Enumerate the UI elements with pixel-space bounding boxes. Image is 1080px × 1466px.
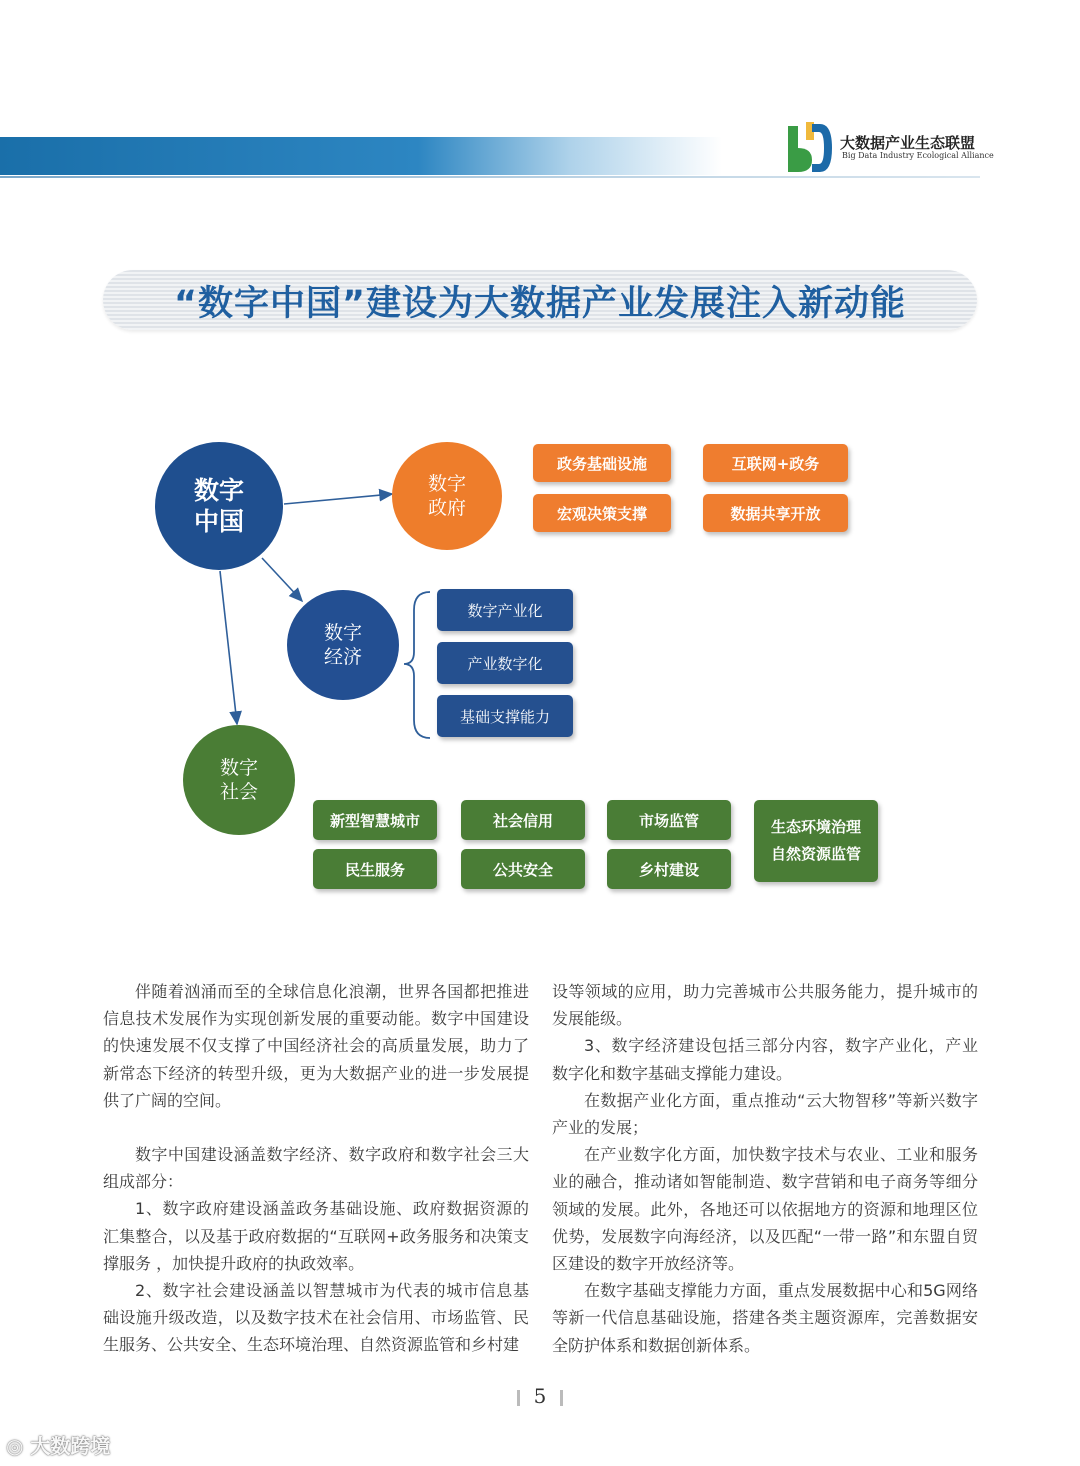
paragraph: 1、数字政府建设涵盖政务基础设施、政府数据资源的汇集整合，以及基于政府数据的“互联网+政务服务和决策支撑服务 ，加快提升政府的执政效率。 [103, 1199, 529, 1273]
soc-item-label: 生态环境治理 [770, 818, 861, 836]
soc-item-box-combined [754, 800, 878, 882]
arrow-to-economy [262, 558, 302, 601]
circle-digital-economy [287, 590, 399, 700]
paragraph: 设等领域的应用，助力完善城市公共服务能力，提升城市的发展能级。 [552, 982, 978, 1029]
paragraph: 数字中国建设涵盖数字经济、数字政府和数字社会三大组成部分： [103, 1145, 529, 1192]
page-number: 5 [533, 1384, 547, 1408]
eco-item-box: 数字产业化 [437, 589, 573, 631]
paragraph: 在数字基础支撑能力方面，重点发展数据中心和5G网络等新一代信息基础设施，搭建各类主题资源库，完善数据安全防护体系和数据创新体系。 [552, 1281, 978, 1355]
page-title: “数字中国”建设为大数据产业发展注入新动能 [173, 284, 906, 324]
soc-item-box: 社会信用 [461, 800, 585, 840]
circle-label: 数字 [427, 473, 466, 495]
soc-item-box: 公共安全 [461, 849, 585, 889]
gov-item-box: 数据共享开放 [703, 494, 848, 532]
org-name-cn: 大数据产业生态联盟 [840, 134, 976, 152]
economy-brace [404, 592, 430, 738]
page-divider [517, 1390, 520, 1406]
circle-label: 数字 [323, 622, 362, 644]
soc-item-box: 民生服务 [313, 849, 437, 889]
paragraph: 3、数字经济建设包括三部分内容，数字产业化，产业数字化和数字基础支撑能力建设。 [552, 1036, 978, 1083]
gov-item-box: 政务基础设施 [533, 444, 671, 482]
circle-label: 政府 [427, 497, 466, 519]
circle-digital-government [392, 442, 502, 550]
watermark-text: 大数跨境 [30, 1434, 111, 1458]
circle-label: 经济 [323, 646, 362, 668]
soc-item-label: 自然资源监管 [770, 845, 861, 863]
soc-item-box: 新型智慧城市 [313, 800, 437, 840]
soc-item-box: 市场监管 [607, 800, 731, 840]
soc-item-box: 乡村建设 [607, 849, 731, 889]
paragraph: 在数据产业化方面，重点推动“云大物智移”等新兴数字产业的发展； [552, 1090, 978, 1138]
circle-label: 社会 [219, 781, 258, 803]
page-number-area [0, 1384, 1080, 1408]
eco-item-box: 基础支撑能力 [437, 695, 573, 737]
org-name-en: Big Data Industry Ecological Alliance [842, 151, 994, 160]
body-column-left [103, 978, 529, 1359]
body-column-right [552, 978, 978, 1359]
circle-label: 数字 [219, 757, 258, 779]
paragraph: 在产业数字化方面，加快数字技术与农业、工业和服务业的融合，推动诸如智能制造、数字营销和电子商务等细分领域的发展。此外，各地还可以依据地方的资源和地理区位优势，发展数字向海经济，以及匹配“一带一路”和东盟自贸区建设的数字开放经济等。 [552, 1145, 978, 1274]
circle-label: 中国 [193, 507, 244, 536]
page-divider [560, 1390, 563, 1406]
paragraph: 2、数字社会建设涵盖以智慧城市为代表的城市信息基础设施升级改造，以及数字技术在社会信用、市场监管、民生服务、公共安全、生态环境治理、自然资源监管和乡村建 [103, 1281, 529, 1355]
arrow-to-society [220, 571, 237, 724]
eco-item-box: 产业数字化 [437, 642, 573, 684]
arrow-to-government [284, 494, 392, 504]
circle-label: 数字 [193, 476, 244, 505]
circle-digital-china [155, 442, 283, 570]
watermark [6, 1430, 110, 1459]
gov-item-box: 宏观决策支撑 [533, 494, 671, 532]
paragraph: 伴随着汹涌而至的全球信息化浪潮，世界各国都把推进信息技术发展作为实现创新发展的重要动能。数字中国建设的快速发展不仅支撑了中国经济社会的高质量发展，助力了新常态下经济的转型升级，更为大数据产业的进一步发展提供了广阔的空间。 [103, 982, 529, 1110]
gov-item-box: 互联网+政务 [703, 444, 848, 482]
watermark-logo-icon: ◎ [6, 1434, 24, 1458]
circle-digital-society [183, 725, 295, 835]
